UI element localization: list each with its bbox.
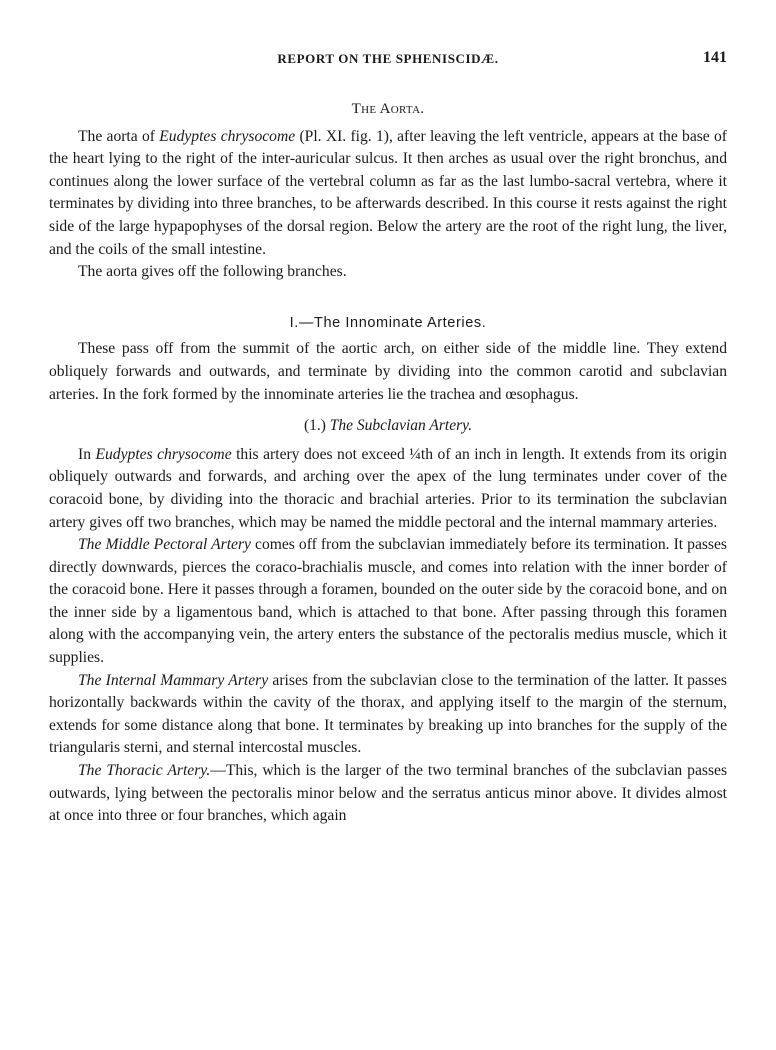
text-run: (Pl. XI. fig. 1), after leaving the left ventricle, appears at the base of the heart lying to the right of the inter-auricular sulcus. It then arches as usual over the right bronchus, and continues along the lower surface of the vertebral column as far as the last lumbo-sacral vertebra, where it terminates by dividing into three branches, to be afterwards described. In this course it rests against the right side of the large hypapophyses of the dorsal region. Below the artery are the root of the right lung, the liver, and the coils of the small intestine. [49, 127, 727, 258]
text-run: In [78, 445, 96, 463]
running-header [49, 49, 727, 71]
paragraph-thoracic [49, 760, 727, 828]
section-title-aorta: The Aorta. [351, 101, 425, 117]
artery-name: The Middle Pectoral Artery [78, 536, 251, 554]
running-title: REPORT ON THE SPHENISCIDÆ. [277, 51, 499, 66]
paragraph-middle-pectoral [49, 534, 727, 670]
paragraph-innominate: These pass off from the summit of the aortic arch, on either side of the middle line. They extend obliquely forwards and outwards, and terminate by dividing into the common carotid and subclavian arteries. In the fork formed by the innominate arteries lie the trachea and œsophagus. [49, 340, 727, 403]
species-name: Eudyptes chrysocome [159, 127, 296, 145]
page-number: 141 [703, 49, 727, 66]
paragraph-aorta-branches: The aorta gives off the following branches. [78, 263, 347, 281]
artery-name: The Internal Mammary Artery [78, 671, 269, 689]
body-text [49, 98, 727, 828]
page [49, 0, 727, 1050]
species-name: Eudyptes chrysocome [95, 445, 232, 463]
subsection-number: (1.) [303, 417, 330, 435]
artery-name: The Thoracic Artery. [78, 762, 211, 780]
paragraph-subclavian [49, 444, 727, 534]
text-run: this artery does not exceed ¼th of an inch in length. It extends from its origin obliquely outwards and forwards, and arching over the apex of the lung terminates under cover of the coracoid bone, by dividing into the thoracic and brachial arteries. Prior to its termination the subclavian artery gives off two branches, which may be named the middle pectoral and the internal mammary arteries. [49, 445, 727, 531]
subsection-title-innominate: I.—The Innominate Arteries. [289, 314, 487, 331]
text-run: The aorta of [78, 127, 160, 145]
subsection-name: The Subclavian Artery. [329, 417, 473, 435]
text-run: —This, which is the larger of the two terminal branches of the subclavian passes outwards, lying between the pectoralis minor below and the serratus anticus minor above. It divides almost at once into three or four branches, which again [49, 762, 727, 825]
text-run: comes off from the subclavian immediately before its termination. It passes directly downwards, pierces the coraco-brachialis muscle, and comes into relation with the inner border of the coracoid bone. Here it passes through a foramen, bounded on the outer side by the coracoid bone, and on the inner side by a ligamentous band, which is attached to that bone. After passing through this foramen along with the accompanying vein, the artery enters the substance of the pectoralis medius muscle, which it supplies. [49, 536, 727, 667]
subsubsection-title-subclavian [49, 415, 727, 438]
paragraph-aorta-description [49, 126, 727, 262]
paragraph-internal-mammary [49, 670, 727, 760]
text-run: arises from the subclavian close to the termination of the latter. It passes horizontally backwards within the cavity of the thorax, and applying itself to the margin of the sternum, extends for some distance along that bone. It terminates by breaking up into branches for the supply of the triangularis sterni, and sternal intercostal muscles. [49, 671, 727, 757]
